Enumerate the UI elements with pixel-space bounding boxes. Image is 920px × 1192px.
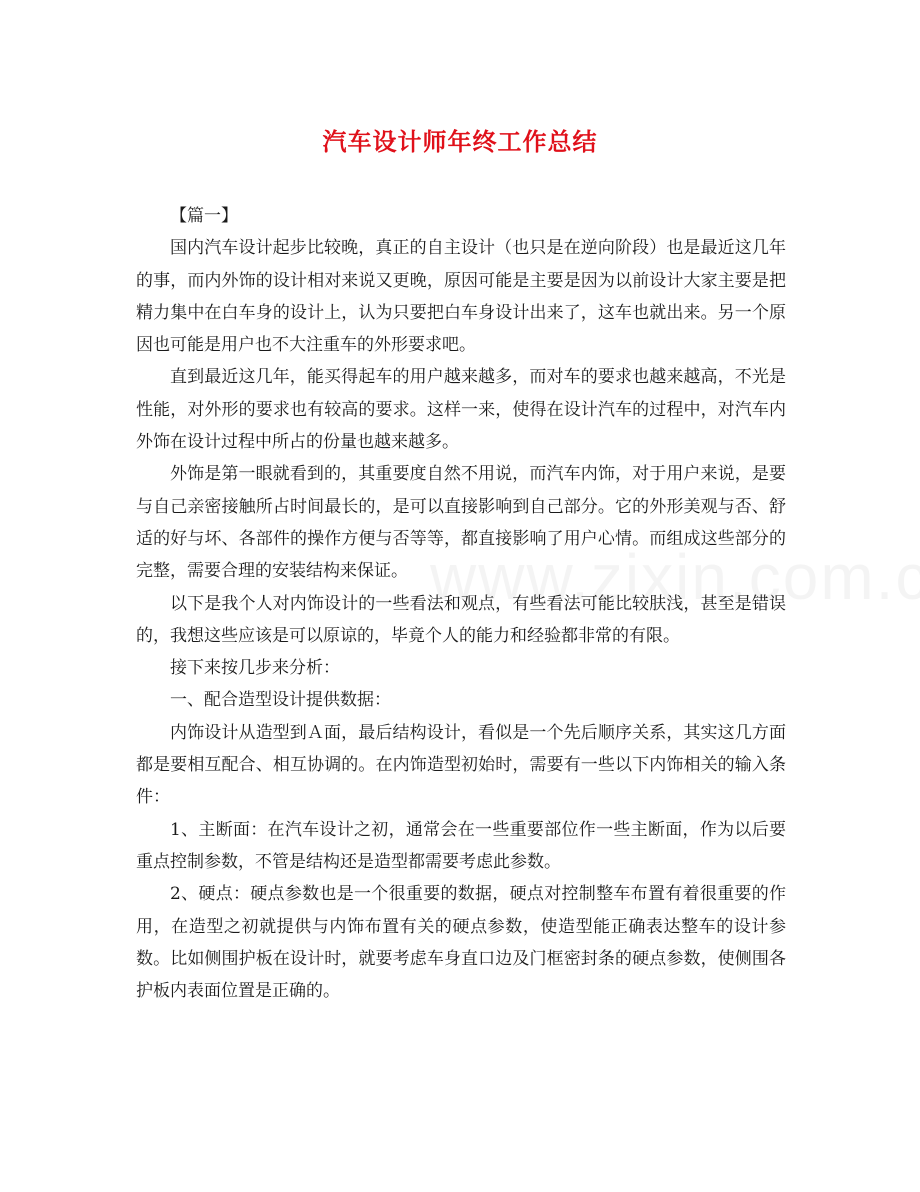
paragraph: 接下来按几步来分析： bbox=[170, 658, 340, 679]
document-body bbox=[136, 200, 786, 1007]
paragraph: 以下是我个人对内饰设计的一些看法和观点，有些看法可能比较肤浅，甚至是错误的，我想这些应该是可以原谅的，毕竟个人的能力和经验都非常的有限。 bbox=[136, 593, 786, 646]
document-title: 汽车设计师年终工作总结 bbox=[322, 127, 598, 156]
paragraph: 1、主断面：在汽车设计之初，通常会在一些重要部位作一些主断面，作为以后要重点控制参数，不管是结构还是造型都需要考虑此参数。 bbox=[136, 819, 786, 872]
paragraph: 2、硬点：硬点参数也是一个很重要的数据，硬点对控制整车布置有着很重要的作用，在造型之初就提供与内饰布置有关的硬点参数，使造型能正确表达整车的设计参数。比如侧围护板在设计时，就要考虑车身直口边及门框密封条的硬点参数，使侧围各护板内表面位置是正确的。 bbox=[136, 884, 786, 1002]
paragraph: 外饰是第一眼就看到的，其重要度自然不用说，而汽车内饰，对于用户来说，是要与自己亲密接触所占时间最长的，是可以直接影响到自己部分。它的外形美观与否、舒适的好与坏、各部件的操作方便与否等等，都直接影响了用户心情。而组成这些部分的完整，需要合理的安装结构来保证。 bbox=[136, 464, 786, 582]
paragraph: 直到最近这几年，能买得起车的用户越来越多，而对车的要求也越来越高，不光是性能，对外形的要求也有较高的要求。这样一来，使得在设计汽车的过程中，对汽车内外饰在设计过程中所占的份量也越来越多。 bbox=[136, 367, 786, 453]
paragraph: 国内汽车设计起步比较晚，真正的自主设计（也只是在逆向阶段）也是最近这几年的事，而内外饰的设计相对来说又更晚，原因可能是主要是因为以前设计大家主要是把精力集中在白车身的设计上，认为只要把白车身设计出来了，这车也就出来。另一个原因也可能是用户也不大注重车的外形要求吧。 bbox=[136, 238, 786, 356]
section-heading: 【篇一】 bbox=[170, 206, 238, 226]
subsection-heading: 一、配合造型设计提供数据： bbox=[170, 690, 391, 711]
paragraph: 内饰设计从造型到Ａ面，最后结构设计，看似是一个先后顺序关系，其实这几方面都是要相互配合、相互协调的。在内饰造型初始时，需要有一些以下内饰相关的输入条件： bbox=[136, 722, 786, 808]
